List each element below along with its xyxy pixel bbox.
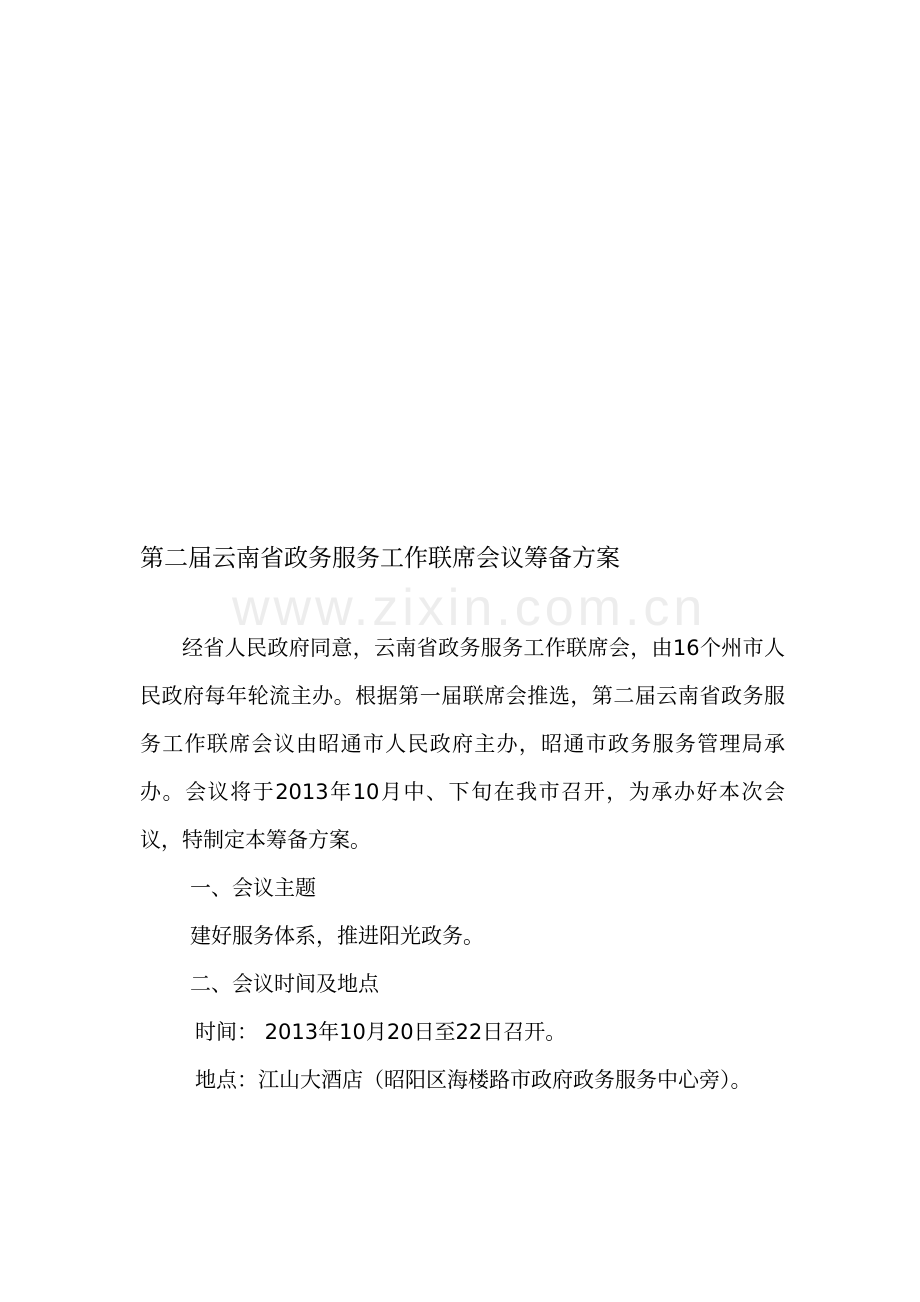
section-2-heading: 二、会议时间及地点 <box>190 972 379 996</box>
document-body <box>140 624 785 1104</box>
section-1-content: 建好服务体系，推进阳光政务。 <box>190 924 484 948</box>
meeting-place: 地点：江山大酒店（昭阳区海楼路市政府政务服务中心旁）。 <box>195 1068 752 1092</box>
watermark: www.zixin.com.cn <box>232 579 707 637</box>
document-title: 第二届云南省政务服务工作联席会议筹备方案 <box>140 544 620 572</box>
section-1-heading: 一、会议主题 <box>190 876 316 900</box>
meeting-time: 时间： 2013年10月20日至22日召开。 <box>195 1020 567 1044</box>
intro-paragraph: 经省人民政府同意，云南省政务服务工作联席会，由16个州市人民政府每年轮流主办。根据第一届联席会推选，第二届云南省政务服务工作联席会议由昭通市人民政府主办，昭通市政务服务管理局承办。会议将于2013年10月中、下旬在我市召开，为承办好本次会议，特制定本筹备方案。 <box>140 636 785 852</box>
